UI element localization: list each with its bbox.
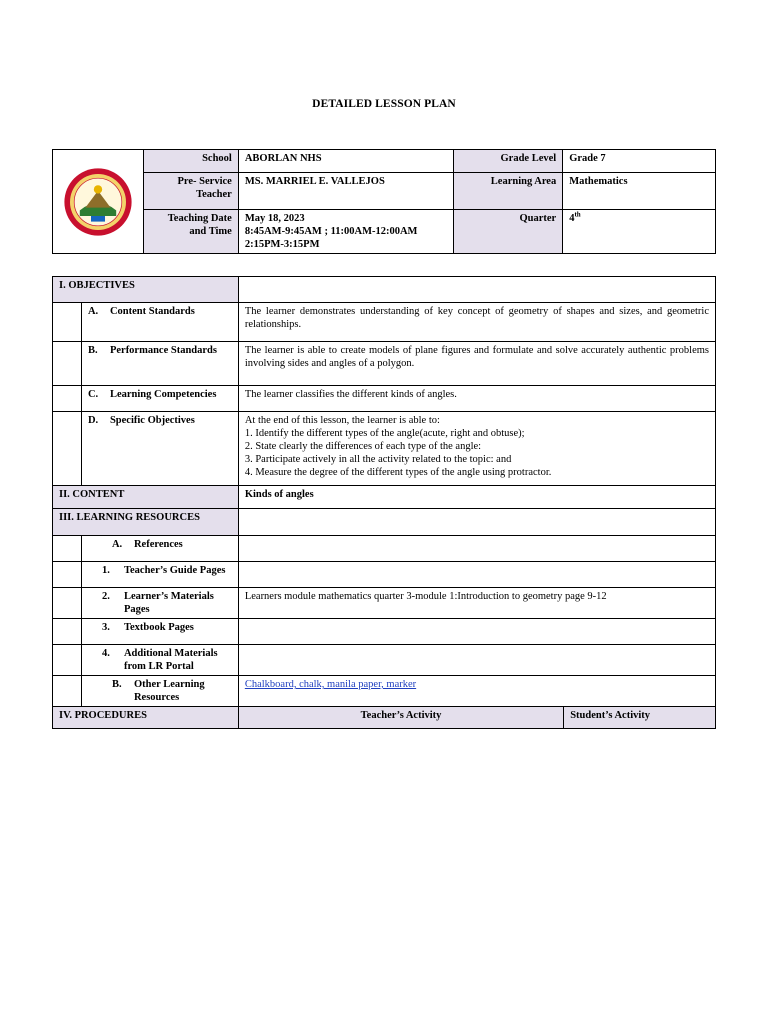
lesson-plan-table bbox=[52, 276, 716, 729]
additional-materials-label: Additional Materials from LR Portal bbox=[123, 648, 218, 672]
objective-item: 4. Measure the degree of the different types of the angle using protractor. bbox=[244, 467, 552, 478]
other-resources-label: Other Learning Resources bbox=[133, 679, 205, 703]
references-label-cell bbox=[81, 536, 238, 562]
teachers-guide-blank bbox=[238, 562, 715, 588]
objective-item: 1. Identify the different types of the angle(acute, right and obtuse); bbox=[244, 428, 525, 439]
indent-cell bbox=[53, 619, 82, 645]
header-table bbox=[52, 149, 716, 254]
performance-standards-label-cell bbox=[81, 342, 238, 386]
grade-level-value: Grade 7 bbox=[563, 150, 716, 173]
indent-cell bbox=[53, 676, 82, 707]
learning-competencies-label-cell bbox=[81, 386, 238, 412]
teaching-date-line3: 2:15PM-3:15PM bbox=[244, 239, 320, 250]
school-seal-icon bbox=[63, 167, 133, 237]
learning-resources-heading: III. LEARNING RESOURCES bbox=[53, 509, 239, 536]
references-num: A. bbox=[111, 539, 123, 550]
performance-standards-label: Performance Standards bbox=[109, 345, 217, 356]
references-label: References bbox=[133, 539, 183, 550]
other-resources-label-cell bbox=[81, 676, 238, 707]
other-resources-link[interactable]: Chalkboard, chalk, manila paper, marker bbox=[244, 679, 417, 690]
school-value: ABORLAN NHS bbox=[238, 150, 454, 173]
specific-objectives-label-cell bbox=[81, 412, 238, 486]
teaching-date-value bbox=[238, 210, 454, 254]
learners-materials-value: Learners module mathematics quarter 3-module 1:Introduction to geometry page 9-12 bbox=[238, 588, 715, 619]
teaching-date-line2: 8:45AM-9:45AM ; 11:00AM-12:00AM bbox=[244, 226, 418, 237]
indent-cell bbox=[53, 645, 82, 676]
indent-cell bbox=[53, 562, 82, 588]
additional-materials-blank bbox=[238, 645, 715, 676]
references-blank bbox=[238, 536, 715, 562]
indent-cell bbox=[53, 303, 82, 342]
learners-materials-label: Learner’s Materials Pages bbox=[123, 591, 214, 615]
objective-item: 2. State clearly the differences of each type of the angle: bbox=[244, 441, 482, 452]
quarter-number: 4 bbox=[569, 213, 575, 224]
pre-service-label: Pre- Service Teacher bbox=[143, 173, 238, 210]
textbook-pages-label: Textbook Pages bbox=[123, 622, 194, 633]
teacher-activity-heading: Teacher’s Activity bbox=[238, 707, 563, 729]
indent-cell bbox=[53, 588, 82, 619]
school-label: School bbox=[143, 150, 238, 173]
additional-materials-num: 4. bbox=[101, 648, 110, 659]
other-resources-num: B. bbox=[111, 679, 122, 690]
page-title: DETAILED LESSON PLAN bbox=[312, 98, 456, 110]
performance-standards-num: B. bbox=[87, 345, 98, 356]
pre-service-value: MS. MARRIEL E. VALLEJOS bbox=[238, 173, 454, 210]
grade-level-label: Grade Level bbox=[454, 150, 563, 173]
seal-cell bbox=[53, 150, 144, 254]
content-standards-text: The learner demonstrates understanding of key concept of geometry of shapes and sizes, and geometric relationships. bbox=[238, 303, 715, 342]
teachers-guide-num: 1. bbox=[101, 565, 110, 576]
content-standards-label-cell bbox=[81, 303, 238, 342]
indent-cell bbox=[53, 342, 82, 386]
quarter-suffix: th bbox=[574, 210, 581, 219]
other-resources-cell bbox=[238, 676, 715, 707]
learning-area-value: Mathematics bbox=[563, 173, 716, 210]
indent-cell bbox=[53, 536, 82, 562]
learning-competencies-num: C. bbox=[87, 389, 99, 400]
indent-cell bbox=[53, 386, 82, 412]
learning-competencies-text: The learner classifies the different kinds of angles. bbox=[238, 386, 715, 412]
teachers-guide-label-cell bbox=[81, 562, 238, 588]
procedures-heading: IV. PROCEDURES bbox=[53, 707, 239, 729]
content-standards-num: A. bbox=[87, 306, 99, 317]
content-standards-label: Content Standards bbox=[109, 306, 195, 317]
student-activity-heading: Student’s Activity bbox=[564, 707, 716, 729]
indent-cell bbox=[53, 412, 82, 486]
learners-materials-num: 2. bbox=[101, 591, 110, 602]
content-value: Kinds of angles bbox=[238, 486, 715, 509]
teachers-guide-label: Teacher’s Guide Pages bbox=[123, 565, 226, 576]
quarter-label: Quarter bbox=[454, 210, 563, 254]
textbook-pages-num: 3. bbox=[101, 622, 110, 633]
objectives-heading: I. OBJECTIVES bbox=[53, 277, 239, 303]
learners-materials-label-cell bbox=[81, 588, 238, 619]
teaching-date-label: Teaching Date and Time bbox=[143, 210, 238, 254]
learning-competencies-label: Learning Competencies bbox=[109, 389, 217, 400]
objectives-heading-blank bbox=[238, 277, 715, 303]
teaching-date-line1: May 18, 2023 bbox=[244, 213, 305, 224]
textbook-pages-blank bbox=[238, 619, 715, 645]
content-heading: II. CONTENT bbox=[53, 486, 239, 509]
quarter-value bbox=[563, 210, 716, 254]
specific-objectives-num: D. bbox=[87, 415, 99, 426]
specific-objectives-intro: At the end of this lesson, the learner is able to: bbox=[244, 415, 440, 426]
learning-area-label: Learning Area bbox=[454, 173, 563, 210]
textbook-pages-label-cell bbox=[81, 619, 238, 645]
learning-resources-blank bbox=[238, 509, 715, 536]
specific-objectives-label: Specific Objectives bbox=[109, 415, 195, 426]
performance-standards-text: The learner is able to create models of plane figures and formulate and solve accurately authentic problems involving sides and angles of a polygon. bbox=[238, 342, 715, 386]
objective-item: 3. Participate actively in all the activity related to the topic: and bbox=[244, 454, 512, 465]
specific-objectives-cell bbox=[238, 412, 715, 486]
additional-materials-label-cell bbox=[81, 645, 238, 676]
